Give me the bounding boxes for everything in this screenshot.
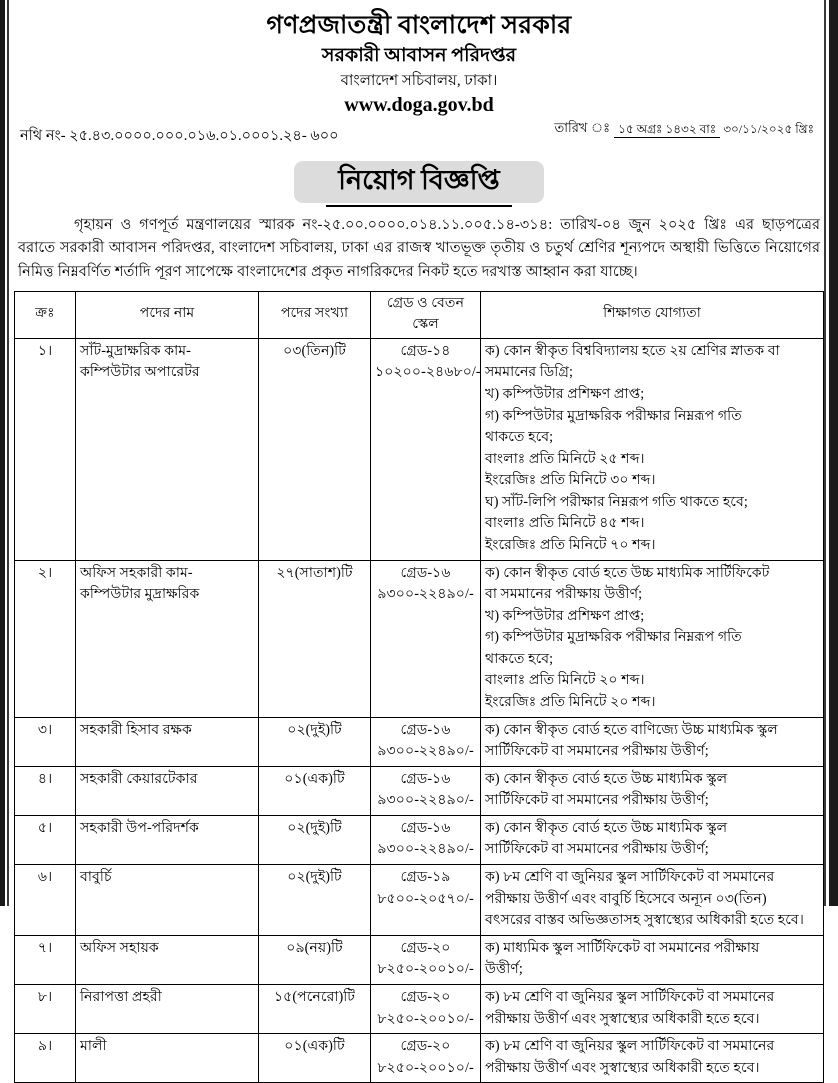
table-row bbox=[15, 717, 824, 766]
cell-serial bbox=[15, 865, 76, 936]
cell-qualification bbox=[481, 935, 824, 984]
qualification-line: ক) ৮ম শ্রেণি বা জুনিয়র স্কুল সার্টিফিকেট বা সমমানের bbox=[485, 1038, 775, 1055]
qualification-line: পরীক্ষায় উত্তীর্ণ এবং বাবুর্চি হিসেবে অন্যূন ০৩(তিন) bbox=[485, 890, 767, 907]
qualification-line: গ) কম্পিউটার মুদ্রাক্ষরিক পরীক্ষার নিম্নরূপ গতি bbox=[485, 407, 742, 424]
table-body bbox=[15, 338, 824, 1083]
cell-qualification bbox=[481, 766, 824, 815]
memo-meta-row bbox=[14, 121, 824, 163]
qualification-line: ঘ) সাঁট-লিপি পরীক্ষার নিম্নরূপ গতি থাকতে হবে; bbox=[485, 493, 748, 510]
qualification-line: গ) কম্পিউটার মুদ্রাক্ষরিক পরীক্ষার নিম্নরূপ গতি bbox=[485, 629, 742, 646]
cell-grade-pay bbox=[371, 935, 481, 984]
cell-serial bbox=[15, 766, 76, 815]
table-row bbox=[15, 338, 824, 560]
file-number: নথি নং- ২৫.৪৩.০০০০.০০০.০১৬.০১.০০০১.২৪- ৬০০ bbox=[20, 127, 339, 144]
cell-serial bbox=[15, 338, 76, 560]
column-header-grade-pay: গ্রেড ও বেতন স্কেল bbox=[371, 291, 481, 338]
column-header-post-name: পদের নাম bbox=[76, 291, 259, 338]
post-name-line: সহকারী উপ-পরিদর্শক bbox=[80, 819, 199, 836]
cell-serial bbox=[15, 815, 76, 864]
qualification-line: খ) কম্পিউটার প্রশিক্ষণ প্রাপ্ত; bbox=[485, 607, 645, 624]
table-row bbox=[15, 984, 824, 1033]
qualification-line: উত্তীর্ণ; bbox=[485, 961, 523, 978]
intro-paragraph: গৃহায়ন ও গণপূর্ত মন্ত্রণালয়ের স্মারক নং-২৫.০০.০০০০.০১৪.১১.০০৫.১৪-৩১৪: তারিখ-০৪ জুন ২০২৫ খ্রিঃ এর ছাড়পত্রের বরাতে সরকারী আবাসন পরিদপ্তর, বাংলাদেশ সচিবালয়, ঢাকা এর রাজস্ব খাতভূক্ত তৃতীয় ও চতুর্থ শ্রেণির শূন্যপদে অস্থায়ী ভিত্তিতে নিয়োগের নিমিত্ত নিম্নবর্ণিত শর্তাদি পূরণ সাপেক্ষে বাংলাদেশের প্রকৃত নাগরিকদের নিকট হতে দরখাস্ত আহ্বান করা যাচ্ছে। bbox=[18, 216, 820, 280]
cell-post-name bbox=[76, 560, 259, 717]
post-name-line: সহকারী হিসাব রক্ষক bbox=[80, 721, 192, 738]
vacancy-table bbox=[14, 291, 824, 1083]
grade-pay-line: ৯৩০০-২২৪৯০/- bbox=[377, 743, 474, 760]
government-name: গণপ্রজাতন্ত্রী বাংলাদেশ সরকার bbox=[266, 12, 572, 39]
date-stack bbox=[614, 121, 814, 137]
cell-post-name bbox=[76, 1034, 259, 1083]
cell-serial bbox=[15, 935, 76, 984]
cell-serial bbox=[15, 717, 76, 766]
post-name-line: অফিস সহকারী কাম- bbox=[80, 564, 193, 581]
serial-text: ৪। bbox=[37, 770, 53, 787]
scan-edge-left-inner bbox=[7, 0, 9, 906]
serial-text: ৫। bbox=[37, 819, 53, 836]
cell-qualification bbox=[481, 984, 824, 1033]
grade-pay-line: গ্রেড-১৬ bbox=[400, 819, 451, 836]
qualification-line: সমমানের ডিগ্রি; bbox=[485, 364, 573, 381]
cell-post-name bbox=[76, 865, 259, 936]
post-name-line: কম্পিউটার মুদ্রাক্ষরিক bbox=[80, 586, 200, 603]
office-address: বাংলাদেশ সচিবালয়, ঢাকা। bbox=[340, 73, 498, 89]
grade-pay-line: গ্রেড-১৪ bbox=[400, 342, 451, 359]
cell-vacancies bbox=[259, 865, 371, 936]
scan-edge-right bbox=[829, 0, 838, 906]
grade-pay-line: গ্রেড-১৬ bbox=[400, 770, 451, 787]
qualification-line: ইংরেজিঃ প্রতি মিনিটে ৭০ শব্দ। bbox=[485, 536, 656, 553]
cell-serial bbox=[15, 984, 76, 1033]
vacancy-count: ২৭(সাতাশ)টি bbox=[276, 564, 353, 581]
document-content bbox=[14, 0, 824, 1076]
cell-qualification bbox=[481, 865, 824, 936]
table-row bbox=[15, 865, 824, 936]
qualification-line: ক) কোন স্বীকৃত বোর্ড হতে উচ্চ মাধ্যমিক স্কুল bbox=[485, 770, 728, 787]
qualification-line: সার্টিফিকেট বা সমমানের পরীক্ষায় উত্তীর্ণ; bbox=[485, 792, 709, 809]
vacancy-count: ০২(দুই)টি bbox=[287, 819, 342, 836]
cell-serial bbox=[15, 560, 76, 717]
qualification-line: ক) কোন স্বীকৃত বিশ্ববিদ্যালয় হতে ২য় শ্রেণির স্নাতক বা bbox=[485, 342, 780, 359]
qualification-line: ক) কোন স্বীকৃত বোর্ড হতে উচ্চ মাধ্যমিক স্কুল bbox=[485, 819, 728, 836]
cell-grade-pay bbox=[371, 717, 481, 766]
grade-pay-line: ৮২৫০-২০০১০/- bbox=[377, 1010, 474, 1027]
cell-post-name bbox=[76, 935, 259, 984]
scan-edge-left bbox=[0, 0, 5, 906]
grade-pay-line: গ্রেড-১৬ bbox=[400, 564, 451, 581]
grade-pay-line: ৯৩০০-২২৪৯০/- bbox=[377, 586, 474, 603]
cell-post-name bbox=[76, 338, 259, 560]
website-url: www.doga.gov.bd bbox=[344, 93, 494, 116]
post-name-line: সাঁট-মুদ্রাক্ষরিক কাম- bbox=[80, 342, 191, 359]
serial-text: ২। bbox=[37, 564, 53, 581]
grade-pay-line: গ্রেড-২০ bbox=[400, 939, 451, 956]
cell-post-name bbox=[76, 717, 259, 766]
grade-pay-line: গ্রেড-১৯ bbox=[400, 869, 451, 886]
table-row bbox=[15, 1034, 824, 1083]
date-gregorian: ৩০/১১/২০২৫ খ্রিঃ bbox=[723, 122, 814, 137]
qualification-line: খ) কম্পিউটার প্রশিক্ষণ প্রাপ্ত; bbox=[485, 385, 645, 402]
grade-pay-line: গ্রেড-১৬ bbox=[400, 721, 451, 738]
cell-vacancies bbox=[259, 717, 371, 766]
qualification-line: ক) ৮ম শ্রেণি বা জুনিয়র স্কুল সার্টিফিকেট বা সমমানের bbox=[485, 869, 775, 886]
date-bengali: ১৫ অগ্রঃ ১৪৩২ বাঃ bbox=[614, 122, 720, 138]
cell-grade-pay bbox=[371, 560, 481, 717]
cell-vacancies bbox=[259, 935, 371, 984]
qualification-line: সার্টিফিকেট বা সমমানের পরীক্ষায় উত্তীর্ণ; bbox=[485, 841, 709, 858]
qualification-line: ইংরেজিঃ প্রতি মিনিটে ৩০ শব্দ। bbox=[485, 472, 656, 489]
cell-post-name bbox=[76, 766, 259, 815]
cell-vacancies bbox=[259, 560, 371, 717]
table-row bbox=[15, 560, 824, 717]
vacancy-count: ০৯(নয়)টি bbox=[286, 939, 343, 956]
vacancy-count: ১৫(পনেরো)টি bbox=[273, 988, 356, 1005]
cell-vacancies bbox=[259, 984, 371, 1033]
qualification-line: বাংলাঃ প্রতি মিনিটে ২৫ শব্দ। bbox=[485, 450, 645, 467]
table-header bbox=[15, 291, 824, 338]
qualification-line: ক) কোন স্বীকৃত বোর্ড হতে বাণিজ্যে উচ্চ মাধ্যমিক স্কুল bbox=[485, 721, 778, 738]
post-name-line: বাবুর্চি bbox=[80, 869, 112, 886]
table-header-row bbox=[15, 291, 824, 338]
document-header bbox=[14, 0, 824, 117]
cell-qualification bbox=[481, 815, 824, 864]
date-label: তারিখ ঃ bbox=[554, 119, 611, 135]
serial-text: ৭। bbox=[37, 939, 53, 956]
serial-text: ৯। bbox=[37, 1038, 53, 1055]
cell-vacancies bbox=[259, 338, 371, 560]
grade-pay-line: ৮২৫০-২০০১০/- bbox=[377, 961, 474, 978]
cell-serial bbox=[15, 1034, 76, 1083]
grade-pay-line: ৯৩০০-২২৪৯০/- bbox=[377, 841, 474, 858]
qualification-line: থাকতে হবে; bbox=[485, 650, 554, 667]
grade-pay-line: ১০২০০-২৪৬৮০/- bbox=[375, 364, 481, 381]
cell-vacancies bbox=[259, 766, 371, 815]
qualification-line: বা সমমানের পরীক্ষায় উত্তীর্ণ; bbox=[485, 586, 643, 603]
post-name-line: অফিস সহায়ক bbox=[80, 939, 159, 956]
table-row bbox=[15, 815, 824, 864]
qualification-line: থাকতে হবে; bbox=[485, 429, 554, 446]
cell-grade-pay bbox=[371, 815, 481, 864]
qualification-line: ইংরেজিঃ প্রতি মিনিটে ২০ শব্দ। bbox=[485, 694, 656, 711]
cell-qualification bbox=[481, 717, 824, 766]
qualification-line: বাংলাঃ প্রতি মিনিটে ৪৫ শব্দ। bbox=[485, 515, 645, 532]
vacancy-count: ০১(এক)টি bbox=[284, 1038, 345, 1055]
qualification-line: বৎসরের বাস্তব অভিজ্ঞতাসহ সুস্বাস্থ্যের অধিকারী হতে হবে। bbox=[485, 912, 804, 929]
grade-pay-line: ৮৫০০-২০৫৭০/- bbox=[377, 890, 474, 907]
cell-grade-pay bbox=[371, 338, 481, 560]
cell-post-name bbox=[76, 984, 259, 1033]
qualification-line: ক) কোন স্বীকৃত বোর্ড হতে উচ্চ মাধ্যমিক সার্টিফিকেট bbox=[485, 564, 770, 581]
post-name-line: সহকারী কেয়ারটেকার bbox=[80, 770, 198, 787]
cell-vacancies bbox=[259, 815, 371, 864]
cell-qualification bbox=[481, 560, 824, 717]
serial-text: ৮। bbox=[37, 988, 53, 1005]
cell-qualification bbox=[481, 1034, 824, 1083]
serial-text: ১। bbox=[37, 342, 53, 359]
table-row bbox=[15, 935, 824, 984]
qualification-line: পরীক্ষায় উত্তীর্ণ এবং সুস্বাস্থ্যের অধিকারী হতে হবে। bbox=[485, 1010, 760, 1027]
cell-grade-pay bbox=[371, 865, 481, 936]
serial-text: ৬। bbox=[37, 869, 53, 886]
qualification-line: সার্টিফিকেট বা সমমানের পরীক্ষায় উত্তীর্ণ; bbox=[485, 743, 709, 760]
cell-grade-pay bbox=[371, 984, 481, 1033]
column-header-qualification: শিক্ষাগত যোগ্যতা bbox=[481, 291, 824, 338]
grade-pay-line: ৮২৫০-২০০১০/- bbox=[377, 1059, 474, 1076]
qualification-line: ক) ৮ম শ্রেণি বা জুনিয়র স্কুল সার্টিফিকেট বা সমমানের bbox=[485, 988, 775, 1005]
cell-grade-pay bbox=[371, 766, 481, 815]
column-header-serial: ক্রঃ bbox=[15, 291, 76, 338]
cell-post-name bbox=[76, 815, 259, 864]
qualification-line: ক) মাধ্যমিক স্কুল সার্টিফিকেট বা সমমানের পরীক্ষায় bbox=[485, 939, 760, 956]
post-name-line: কম্পিউটার অপারেটর bbox=[80, 364, 200, 381]
serial-text: ৩। bbox=[37, 721, 53, 738]
qualification-line: পরীক্ষায় উত্তীর্ণ এবং সুস্বাস্থ্যের অধিকারী হতে হবে। bbox=[485, 1059, 760, 1076]
vacancy-count: ০৩(তিন)টি bbox=[283, 342, 346, 359]
grade-pay-line: গ্রেড-২০ bbox=[400, 988, 451, 1005]
table-row bbox=[15, 766, 824, 815]
cell-vacancies bbox=[259, 1034, 371, 1083]
scan-edge-right-inner bbox=[824, 0, 826, 906]
vacancy-count: ০২(দুই)টি bbox=[287, 869, 342, 886]
column-header-vacancies: পদের সংখ্যা bbox=[259, 291, 371, 338]
vacancy-count: ০২(দুই)টি bbox=[287, 721, 342, 738]
cell-grade-pay bbox=[371, 1034, 481, 1083]
qualification-line: বাংলাঃ প্রতি মিনিটে ২০ শব্দ। bbox=[485, 672, 645, 689]
department-name: সরকারী আবাসন পরিদপ্তর bbox=[321, 45, 517, 67]
date-block bbox=[554, 119, 814, 140]
vacancy-count: ০১(এক)টি bbox=[284, 770, 345, 787]
post-name-line: নিরাপত্তা প্রহরী bbox=[80, 988, 162, 1005]
page-title: নিয়োগ বিজ্ঞপ্তি bbox=[294, 161, 543, 203]
cell-qualification bbox=[481, 338, 824, 560]
grade-pay-line: গ্রেড-২০ bbox=[400, 1038, 451, 1055]
title-section bbox=[14, 161, 824, 207]
post-name-line: মালী bbox=[80, 1038, 107, 1055]
grade-pay-line: ৯৩০০-২২৪৯০/- bbox=[377, 792, 474, 809]
title-underline bbox=[326, 205, 512, 207]
